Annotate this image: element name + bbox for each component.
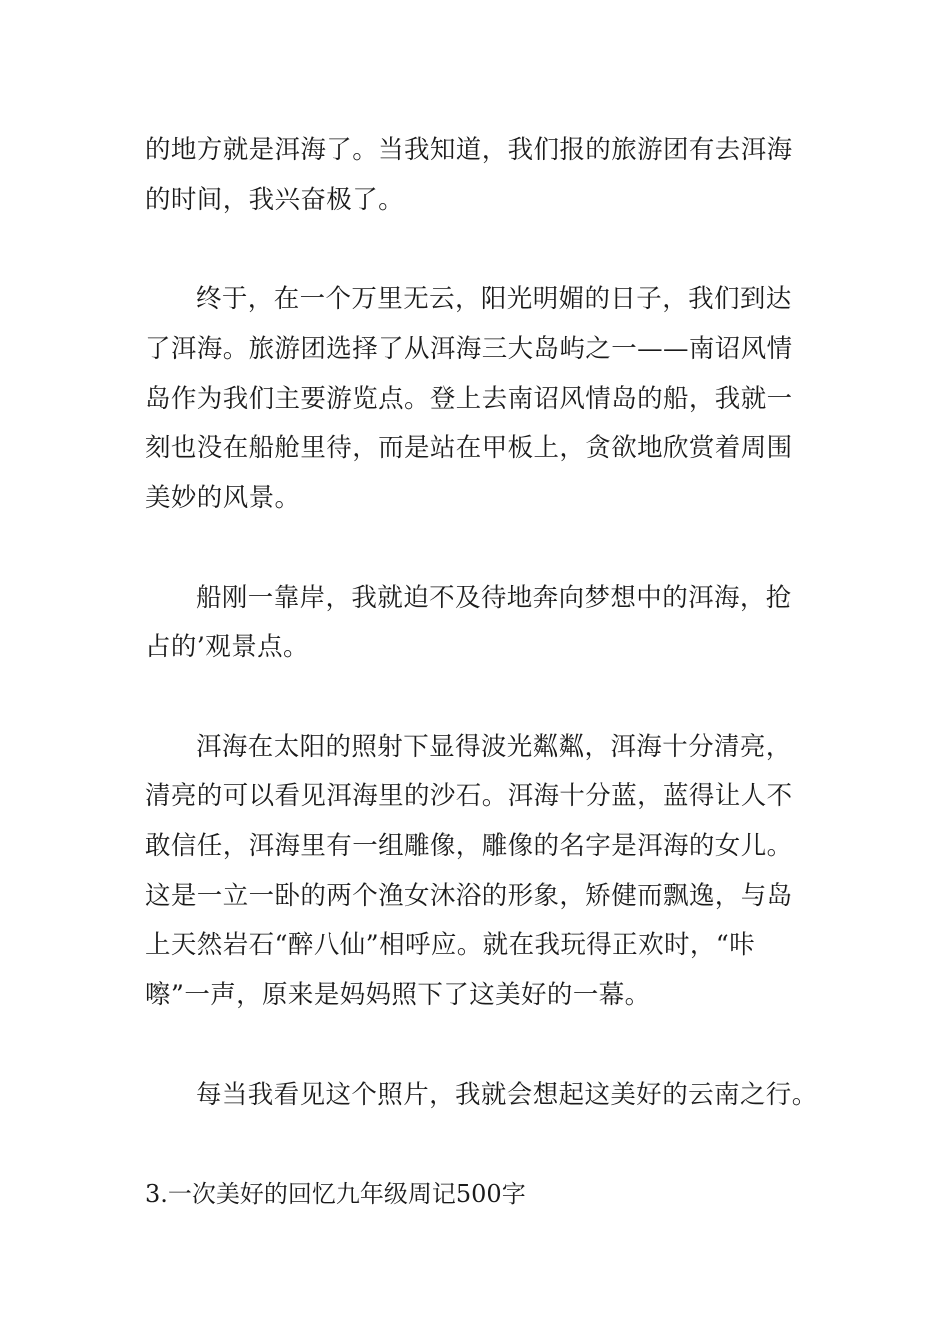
paragraph-4-line-1: 洱海在太阳的照射下显得波光粼粼，洱海十分清亮， — [196, 732, 792, 762]
paragraph-1-line-1: 的地方就是洱海了。当我知道，我们报的旅游团有去洱海 — [145, 135, 793, 165]
paragraph-5-line-1: 每当我看见这个照片，我就会想起这美好的云南之行。 — [196, 1080, 818, 1110]
paragraph-4-line-3: 敢信任，洱海里有一组雕像，雕像的名字是洱海的女儿。 — [145, 831, 793, 861]
paragraph-2-line-4: 刻也没在船舱里待，而是站在甲板上，贪欲地欣赏着周围 — [145, 433, 793, 463]
paragraph-2-line-2: 了洱海。旅游团选择了从洱海三大岛屿之一——南诏风情 — [145, 334, 793, 364]
paragraph-3-line-2: 占的’观景点。 — [145, 632, 309, 662]
paragraph-4-line-2: 清亮的可以看见洱海里的沙石。洱海十分蓝，蓝得让人不 — [145, 781, 793, 811]
paragraph-2-line-1: 终于，在一个万里无云，阳光明媚的日子，我们到达 — [196, 284, 792, 314]
paragraph-4-line-6: 嚓”一声，原来是妈妈照下了这美好的一幕。 — [145, 980, 651, 1010]
paragraph-2-line-3: 岛作为我们主要游览点。登上去南诏风情岛的船，我就一 — [145, 384, 793, 414]
paragraph-4-line-5: 上天然岩石“醉八仙”相呼应。就在我玩得正欢时，“咔 — [145, 930, 756, 960]
paragraph-2-line-5: 美妙的风景。 — [145, 483, 301, 513]
paragraph-4-line-4: 这是一立一卧的两个渔女沐浴的形象，矫健而飘逸，与岛 — [145, 881, 793, 911]
section-heading: 3.一次美好的回忆九年级周记500字 — [145, 1180, 526, 1208]
paragraph-1-line-2: 的时间，我兴奋极了。 — [145, 185, 405, 215]
paragraph-3-line-1: 船刚一靠岸，我就迫不及待地奔向梦想中的洱海，抢 — [196, 583, 792, 613]
